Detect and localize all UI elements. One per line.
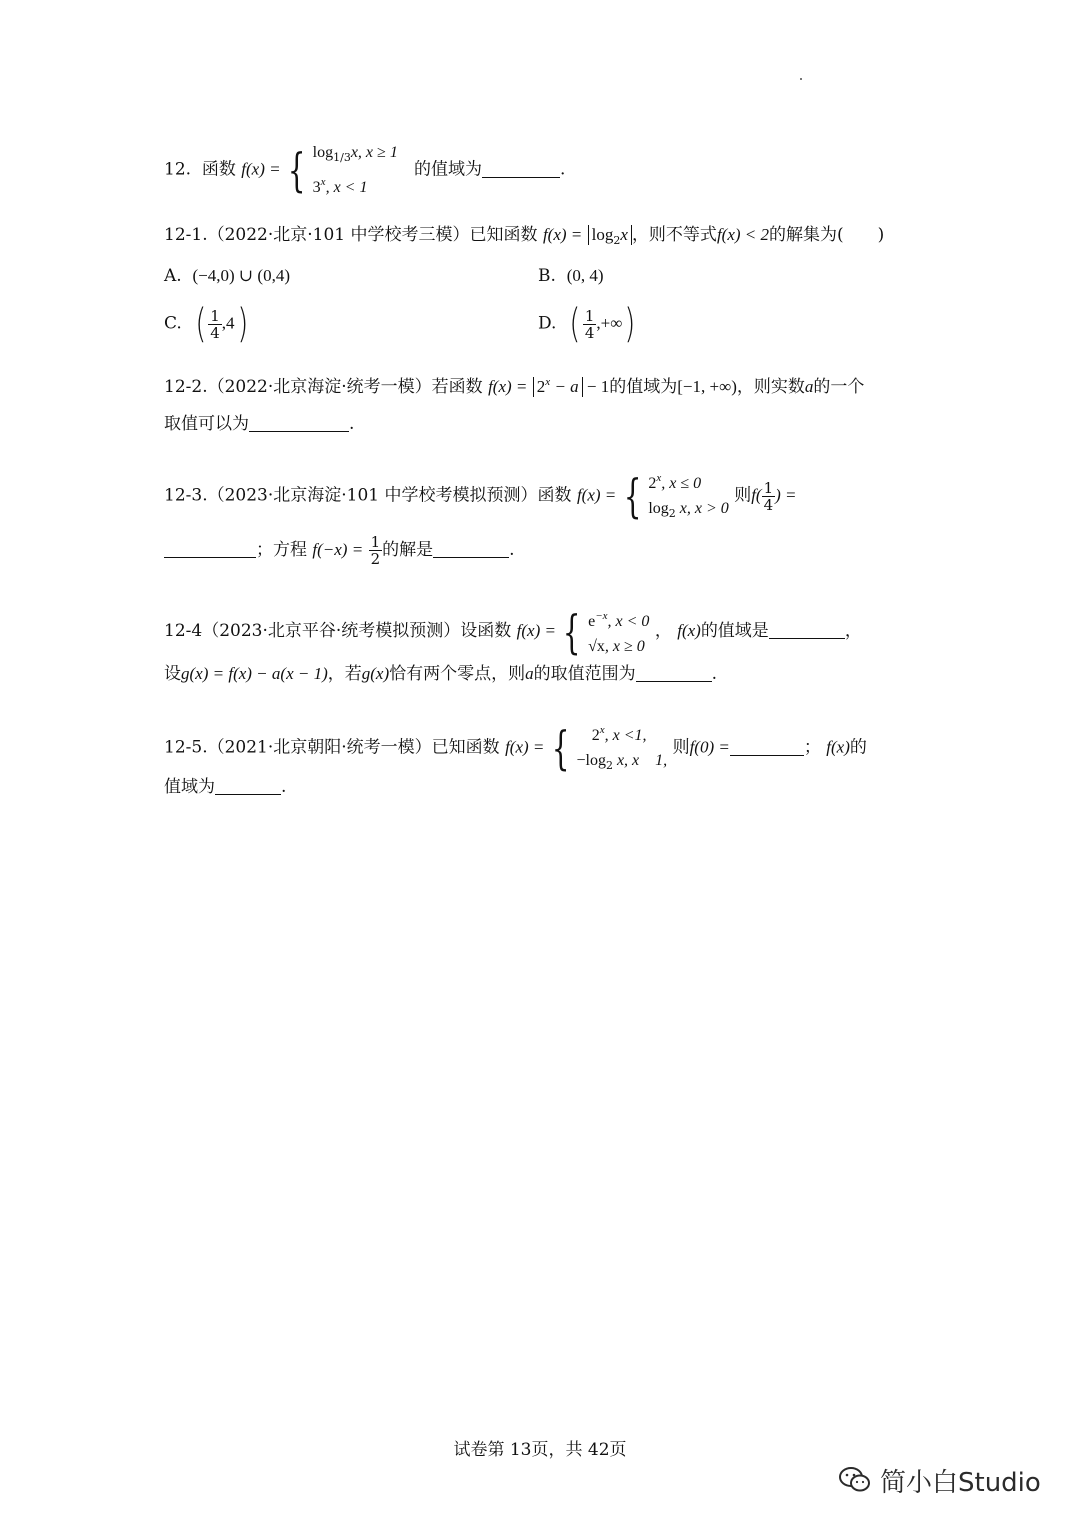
answer-blank[interactable] (730, 737, 804, 756)
question-12-3: 12-3.（2023·北京海淀·101 中学校考模拟预测）函数 f(x) = { 2$^x$, x ≤ 0 $\log_2 x$, x > 0 则f( $\frac{1}{4}$ ) = (164, 469, 797, 523)
question-12-4-line2: 设g(x) = f(x) − a(x − 1)，若g(x)恰有两个零点，则a的取值范围为 . (164, 664, 718, 684)
option-b[interactable]: B. (0, 4) (538, 266, 604, 286)
question-12-5-line2: 值域为 . (164, 777, 287, 797)
answer-blank[interactable] (164, 539, 256, 558)
answer-blank[interactable] (433, 539, 509, 558)
answer-blank[interactable] (249, 413, 349, 432)
answer-blank[interactable] (769, 620, 845, 639)
question-12-5: 12-5.（2021·北京朝阳·统考一模）已知函数 f(x) = { 2$^x$, x <1, $-\log_2$ x, x 1, 则f(0) = ； f(x)的 (164, 721, 867, 775)
absolute-value: $\log_2x$ (588, 225, 632, 245)
piecewise-cases: $\log_{1/3}x$, x ≥ 1 3$^x$, x < 1 (312, 144, 398, 196)
option-c[interactable]: C. ( $\frac{1}{4}$ ,4) (164, 301, 248, 347)
question-12-3-line2: ；方程 f(−x) = $\frac{1}{2}$ 的解是 . (164, 534, 515, 567)
answer-blank[interactable] (636, 663, 712, 682)
watermark (838, 1462, 1041, 1501)
answer-blank[interactable] (482, 159, 560, 178)
wechat-icon (838, 1466, 872, 1501)
answer-blank[interactable] (215, 776, 281, 795)
question-12-4: 12-4（2023·北京平谷·统考模拟预测）设函数 f(x) = { $e^{-x}$, x < 0 √x, x ≥ 0 ， f(x)的值域是 ， (164, 604, 862, 659)
watermark-text: 简小白Studio (880, 1468, 1041, 1498)
question-12-1: 12-1.（2022·北京·101 中学校考三模）已知函数 $f(x) = \log_2x$ ，则不等式f(x) < 2的解集为( ) (164, 225, 885, 247)
page-footer: 试卷第 13页，共 42页 (453, 1440, 627, 1460)
option-d[interactable]: D. ( $\frac{1}{4}$ ,+∞) (538, 301, 636, 347)
scan-speck (800, 78, 802, 80)
brace: { (287, 143, 306, 197)
question-12-2-line2: 取值可以为 . (164, 414, 355, 434)
option-a[interactable]: A. (−4,0) ∪ (0,4) (164, 266, 290, 286)
question-12: 12. 函数 f(x) = { $\log_{1/3}x$, x ≥ 1 3$^x$, x < 1 的值域为 . (164, 140, 565, 200)
question-12-2: 12-2.（2022·北京海淀·统考一模）若函数 $f(x) = 2^x - a - 1$的值域为[−1, +∞)，则实数a的一个 (164, 376, 865, 397)
